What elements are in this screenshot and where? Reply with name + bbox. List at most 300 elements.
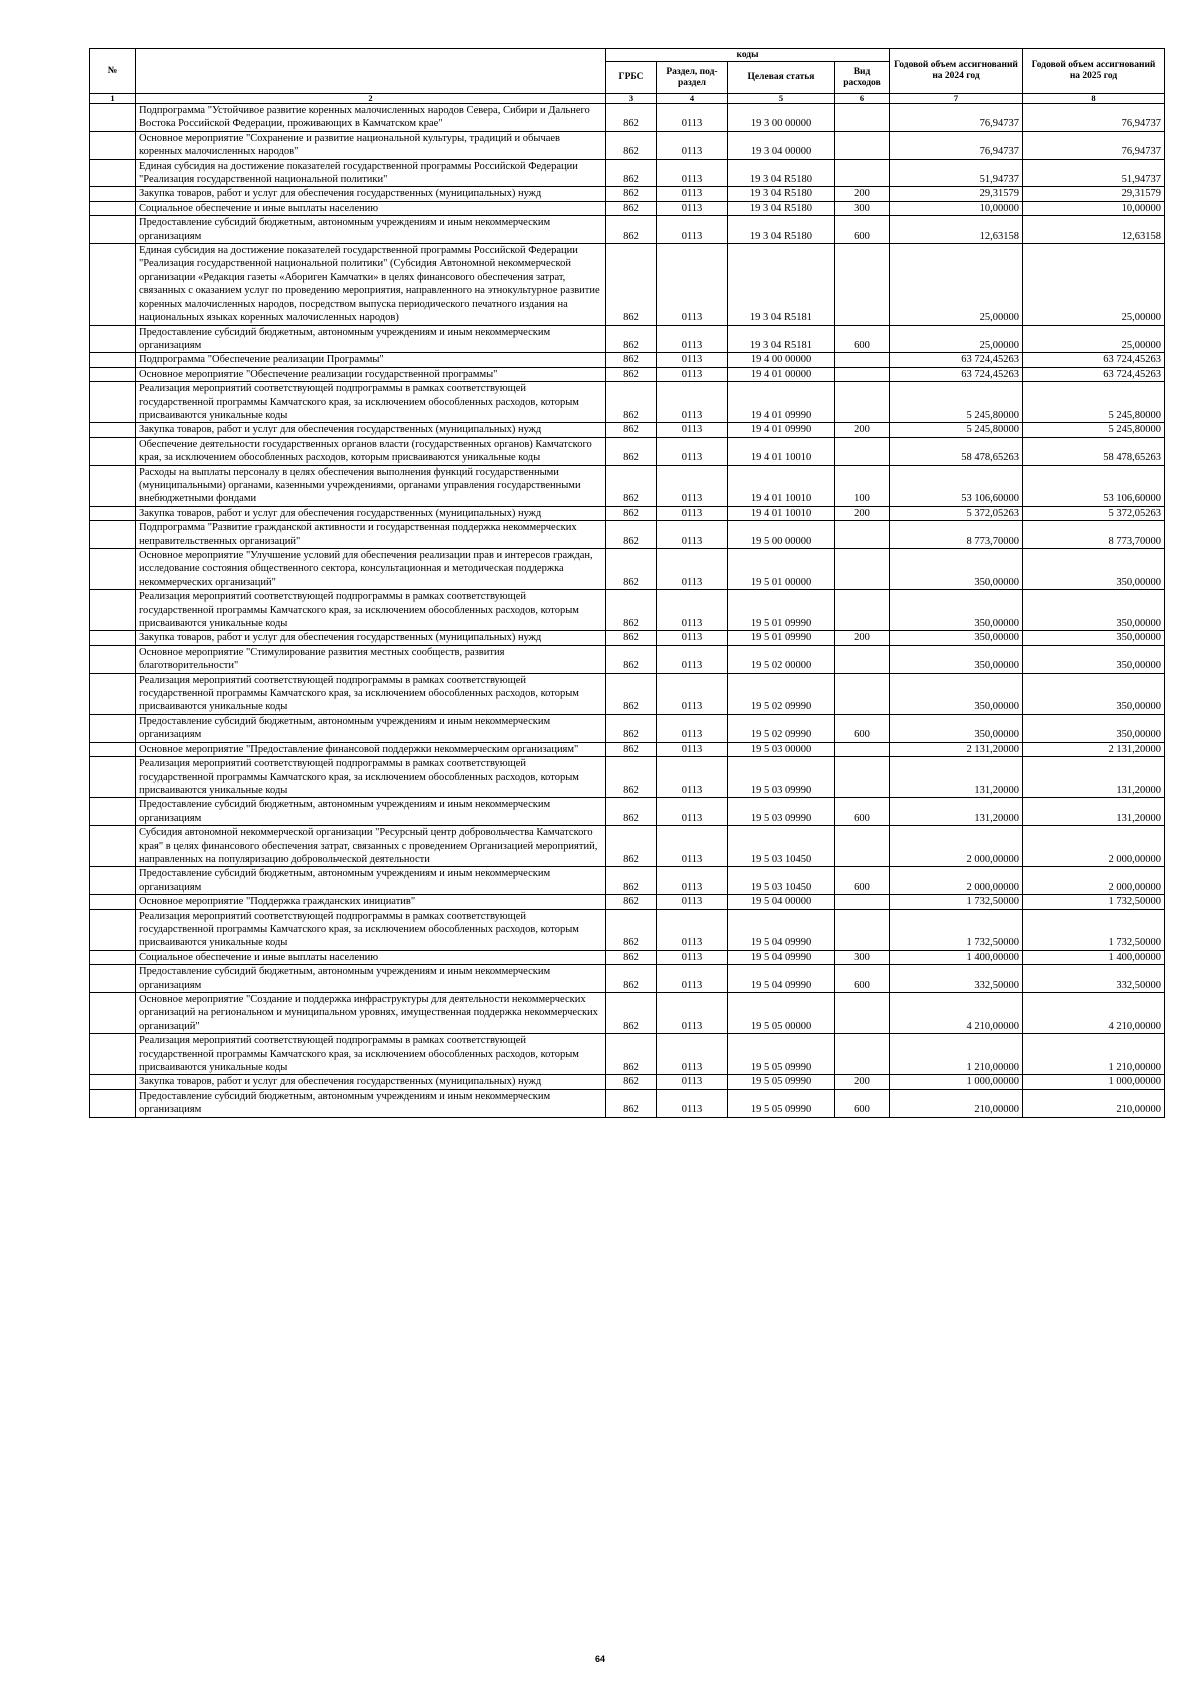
row-name: Основное мероприятие "Стимулирование развития местных сообществ, развития благотворительности" xyxy=(136,645,606,673)
table-row xyxy=(90,549,1165,590)
table-row xyxy=(90,325,1165,353)
row-vid: 300 xyxy=(835,950,890,964)
table-row xyxy=(90,506,1165,520)
row-amount-2024: 10,00000 xyxy=(890,201,1023,215)
row-grbs: 862 xyxy=(606,1075,657,1089)
row-target: 19 5 05 09990 xyxy=(728,1089,835,1117)
row-amount-2025: 1 732,50000 xyxy=(1023,909,1165,950)
row-name: Основное мероприятие "Улучшение условий для обеспечения реализации прав и интересов граждан, исследование состояния общественного сектора, консультационная и методическая поддержка некоммерческих организаций" xyxy=(136,549,606,590)
row-vid: 600 xyxy=(835,798,890,826)
row-vid: 200 xyxy=(835,187,890,201)
row-amount-2025: 350,00000 xyxy=(1023,673,1165,714)
row-number xyxy=(90,201,136,215)
table-row xyxy=(90,867,1165,895)
row-amount-2024: 1 400,00000 xyxy=(890,950,1023,964)
row-section: 0113 xyxy=(657,506,728,520)
row-target: 19 4 00 00000 xyxy=(728,353,835,367)
row-amount-2024: 53 106,60000 xyxy=(890,465,1023,506)
row-number xyxy=(90,965,136,993)
table-row xyxy=(90,367,1165,381)
row-number xyxy=(90,131,136,159)
row-section: 0113 xyxy=(657,590,728,631)
row-section: 0113 xyxy=(657,159,728,187)
row-amount-2025: 4 210,00000 xyxy=(1023,993,1165,1034)
column-index: 3 xyxy=(606,94,657,104)
row-amount-2024: 332,50000 xyxy=(890,965,1023,993)
table-row xyxy=(90,423,1165,437)
row-target: 19 5 04 09990 xyxy=(728,965,835,993)
table-row xyxy=(90,895,1165,909)
row-section: 0113 xyxy=(657,826,728,867)
row-grbs: 862 xyxy=(606,673,657,714)
row-vid xyxy=(835,1034,890,1075)
row-number xyxy=(90,367,136,381)
row-section: 0113 xyxy=(657,382,728,423)
row-amount-2025: 63 724,45263 xyxy=(1023,353,1165,367)
row-section: 0113 xyxy=(657,909,728,950)
row-amount-2025: 350,00000 xyxy=(1023,549,1165,590)
row-section: 0113 xyxy=(657,437,728,465)
row-target: 19 5 03 00000 xyxy=(728,742,835,756)
row-target: 19 4 01 10010 xyxy=(728,437,835,465)
table-row xyxy=(90,631,1165,645)
row-amount-2025: 29,31579 xyxy=(1023,187,1165,201)
row-number xyxy=(90,742,136,756)
table-row xyxy=(90,104,1165,132)
row-amount-2025: 350,00000 xyxy=(1023,714,1165,742)
table-row xyxy=(90,742,1165,756)
row-target: 19 3 00 00000 xyxy=(728,104,835,132)
row-vid: 200 xyxy=(835,506,890,520)
table-row xyxy=(90,159,1165,187)
row-grbs: 862 xyxy=(606,437,657,465)
row-amount-2024: 25,00000 xyxy=(890,325,1023,353)
row-target: 19 3 04 R5180 xyxy=(728,201,835,215)
row-target: 19 5 01 09990 xyxy=(728,590,835,631)
row-amount-2024: 350,00000 xyxy=(890,549,1023,590)
row-name: Закупка товаров, работ и услуг для обеспечения государственных (муниципальных) нужд xyxy=(136,1075,606,1089)
row-target: 19 5 01 09990 xyxy=(728,631,835,645)
row-number xyxy=(90,159,136,187)
row-vid xyxy=(835,590,890,631)
row-vid xyxy=(835,742,890,756)
header-2025: Годовой объем ассигнований на 2025 год xyxy=(1023,49,1165,94)
row-grbs: 862 xyxy=(606,367,657,381)
row-section: 0113 xyxy=(657,367,728,381)
row-target: 19 4 01 00000 xyxy=(728,367,835,381)
row-section: 0113 xyxy=(657,325,728,353)
row-number xyxy=(90,714,136,742)
table-body xyxy=(90,104,1165,1118)
row-section: 0113 xyxy=(657,423,728,437)
row-section: 0113 xyxy=(657,631,728,645)
row-section: 0113 xyxy=(657,1075,728,1089)
column-index: 8 xyxy=(1023,94,1165,104)
row-section: 0113 xyxy=(657,757,728,798)
table-row xyxy=(90,201,1165,215)
row-vid xyxy=(835,244,890,325)
table-row xyxy=(90,909,1165,950)
row-target: 19 5 03 09990 xyxy=(728,798,835,826)
row-amount-2025: 350,00000 xyxy=(1023,645,1165,673)
table-row xyxy=(90,645,1165,673)
row-amount-2024: 25,00000 xyxy=(890,244,1023,325)
row-amount-2024: 2 000,00000 xyxy=(890,826,1023,867)
header-vid: Вид расходов xyxy=(835,62,890,94)
row-grbs: 862 xyxy=(606,867,657,895)
row-number xyxy=(90,521,136,549)
row-name: Предоставление субсидий бюджетным, автономным учреждениям и иным некоммерческим организациям xyxy=(136,798,606,826)
row-amount-2024: 63 724,45263 xyxy=(890,367,1023,381)
row-amount-2025: 2 131,20000 xyxy=(1023,742,1165,756)
row-amount-2024: 131,20000 xyxy=(890,757,1023,798)
header-2024: Годовой объем ассигнований на 2024 год xyxy=(890,49,1023,94)
row-target: 19 5 02 09990 xyxy=(728,714,835,742)
row-section: 0113 xyxy=(657,950,728,964)
table-row xyxy=(90,757,1165,798)
row-grbs: 862 xyxy=(606,521,657,549)
row-number xyxy=(90,867,136,895)
column-index: 2 xyxy=(136,94,606,104)
table-row xyxy=(90,216,1165,244)
row-amount-2025: 131,20000 xyxy=(1023,798,1165,826)
row-grbs: 862 xyxy=(606,757,657,798)
row-target: 19 3 04 R5181 xyxy=(728,244,835,325)
row-section: 0113 xyxy=(657,673,728,714)
row-amount-2024: 2 131,20000 xyxy=(890,742,1023,756)
row-amount-2024: 1 000,00000 xyxy=(890,1075,1023,1089)
row-vid: 100 xyxy=(835,465,890,506)
row-target: 19 5 03 10450 xyxy=(728,867,835,895)
table-row xyxy=(90,187,1165,201)
row-section: 0113 xyxy=(657,1089,728,1117)
column-index: 7 xyxy=(890,94,1023,104)
table-row xyxy=(90,1089,1165,1117)
row-vid xyxy=(835,645,890,673)
budget-table xyxy=(89,48,1165,1118)
row-target: 19 4 01 10010 xyxy=(728,465,835,506)
row-section: 0113 xyxy=(657,798,728,826)
row-amount-2024: 350,00000 xyxy=(890,645,1023,673)
row-grbs: 862 xyxy=(606,645,657,673)
row-name: Предоставление субсидий бюджетным, автономным учреждениям и иным некоммерческим организациям xyxy=(136,1089,606,1117)
row-amount-2025: 210,00000 xyxy=(1023,1089,1165,1117)
row-name: Предоставление субсидий бюджетным, автономным учреждениям и иным некоммерческим организациям xyxy=(136,965,606,993)
table-row xyxy=(90,798,1165,826)
row-amount-2025: 332,50000 xyxy=(1023,965,1165,993)
row-amount-2024: 8 773,70000 xyxy=(890,521,1023,549)
row-grbs: 862 xyxy=(606,714,657,742)
row-grbs: 862 xyxy=(606,353,657,367)
row-vid xyxy=(835,909,890,950)
header-section: Раздел, под-раздел xyxy=(657,62,728,94)
row-amount-2025: 51,94737 xyxy=(1023,159,1165,187)
row-name: Предоставление субсидий бюджетным, автономным учреждениям и иным некоммерческим организациям xyxy=(136,714,606,742)
row-vid: 600 xyxy=(835,216,890,244)
row-amount-2024: 76,94737 xyxy=(890,104,1023,132)
row-section: 0113 xyxy=(657,187,728,201)
row-name: Закупка товаров, работ и услуг для обеспечения государственных (муниципальных) нужд xyxy=(136,423,606,437)
row-amount-2025: 25,00000 xyxy=(1023,244,1165,325)
row-vid xyxy=(835,353,890,367)
row-name: Единая субсидия на достижение показателей государственной программы Российской Федерации "Реализация государственной национальной политики" (Субсидия Автономной некоммерческой организации «Редакция газеты «Абориген Камчатки» в целях финансового обеспечения затрат, связанных с оказанием услуг по проведению мероприятия, направленного на этнокультурное развитие коренных малочисленных народов, посредством выпуска периодического печатного издания на национальных языках коренных малочисленных народов) xyxy=(136,244,606,325)
row-name: Реализация мероприятий соответствующей подпрограммы в рамках соответствующей государственной программы Камчатского края, за исключением обособленных расходов, которым присваиваются уникальные коды xyxy=(136,1034,606,1075)
row-amount-2024: 210,00000 xyxy=(890,1089,1023,1117)
header-number: № xyxy=(90,49,136,94)
row-number xyxy=(90,506,136,520)
header-target: Целевая статья xyxy=(728,62,835,94)
row-amount-2024: 5 245,80000 xyxy=(890,423,1023,437)
row-vid xyxy=(835,437,890,465)
row-name: Основное мероприятие "Обеспечение реализации государственной программы" xyxy=(136,367,606,381)
row-vid xyxy=(835,826,890,867)
table-row xyxy=(90,1075,1165,1089)
row-vid xyxy=(835,131,890,159)
row-number xyxy=(90,437,136,465)
column-index: 5 xyxy=(728,94,835,104)
row-number xyxy=(90,549,136,590)
row-name: Закупка товаров, работ и услуг для обеспечения государственных (муниципальных) нужд xyxy=(136,506,606,520)
table-row xyxy=(90,1034,1165,1075)
row-amount-2025: 76,94737 xyxy=(1023,104,1165,132)
row-name: Расходы на выплаты персоналу в целях обеспечения выполнения функций государственными (муниципальными) органами, казенными учреждениями, органами управления государственными внебюджетными фондами xyxy=(136,465,606,506)
row-number xyxy=(90,826,136,867)
row-vid: 600 xyxy=(835,714,890,742)
row-vid xyxy=(835,104,890,132)
row-section: 0113 xyxy=(657,131,728,159)
row-name: Закупка товаров, работ и услуг для обеспечения государственных (муниципальных) нужд xyxy=(136,631,606,645)
row-vid xyxy=(835,673,890,714)
row-name: Подпрограмма "Обеспечение реализации Программы" xyxy=(136,353,606,367)
row-section: 0113 xyxy=(657,104,728,132)
row-number xyxy=(90,1075,136,1089)
row-name: Подпрограмма "Устойчивое развитие коренных малочисленных народов Севера, Сибири и Дальнего Востока Российской Федерации, проживающих в Камчатском крае" xyxy=(136,104,606,132)
table-row xyxy=(90,131,1165,159)
row-target: 19 3 04 R5180 xyxy=(728,187,835,201)
table-row xyxy=(90,465,1165,506)
row-grbs: 862 xyxy=(606,631,657,645)
row-number xyxy=(90,216,136,244)
row-target: 19 5 03 09990 xyxy=(728,757,835,798)
row-number xyxy=(90,423,136,437)
row-target: 19 3 04 R5181 xyxy=(728,325,835,353)
row-target: 19 3 04 00000 xyxy=(728,131,835,159)
row-target: 19 5 04 09990 xyxy=(728,950,835,964)
row-target: 19 5 03 10450 xyxy=(728,826,835,867)
row-grbs: 862 xyxy=(606,965,657,993)
row-amount-2025: 12,63158 xyxy=(1023,216,1165,244)
row-amount-2025: 53 106,60000 xyxy=(1023,465,1165,506)
row-name: Реализация мероприятий соответствующей подпрограммы в рамках соответствующей государственной программы Камчатского края, за исключением обособленных расходов, которым присваиваются уникальные коды xyxy=(136,590,606,631)
row-amount-2025: 25,00000 xyxy=(1023,325,1165,353)
row-vid: 200 xyxy=(835,631,890,645)
row-section: 0113 xyxy=(657,1034,728,1075)
table-row xyxy=(90,382,1165,423)
row-amount-2024: 63 724,45263 xyxy=(890,353,1023,367)
row-amount-2025: 10,00000 xyxy=(1023,201,1165,215)
row-amount-2025: 8 773,70000 xyxy=(1023,521,1165,549)
row-name: Основное мероприятие "Предоставление финансовой поддержки некоммерческим организациям" xyxy=(136,742,606,756)
row-section: 0113 xyxy=(657,742,728,756)
row-amount-2025: 5 245,80000 xyxy=(1023,382,1165,423)
row-grbs: 862 xyxy=(606,382,657,423)
row-amount-2025: 2 000,00000 xyxy=(1023,826,1165,867)
row-number xyxy=(90,673,136,714)
row-target: 19 5 02 09990 xyxy=(728,673,835,714)
row-vid: 600 xyxy=(835,965,890,993)
row-name: Реализация мероприятий соответствующей подпрограммы в рамках соответствующей государственной программы Камчатского края, за исключением обособленных расходов, которым присваиваются уникальные коды xyxy=(136,757,606,798)
row-grbs: 862 xyxy=(606,798,657,826)
row-grbs: 862 xyxy=(606,506,657,520)
row-target: 19 4 01 09990 xyxy=(728,382,835,423)
row-name: Реализация мероприятий соответствующей подпрограммы в рамках соответствующей государственной программы Камчатского края, за исключением обособленных расходов, которым присваиваются уникальные коды xyxy=(136,382,606,423)
page-number: 64 xyxy=(594,1654,605,1664)
row-amount-2025: 1 400,00000 xyxy=(1023,950,1165,964)
table-row xyxy=(90,993,1165,1034)
row-name: Предоставление субсидий бюджетным, автономным учреждениям и иным некоммерческим организациям xyxy=(136,325,606,353)
table-row xyxy=(90,826,1165,867)
row-vid: 600 xyxy=(835,325,890,353)
row-grbs: 862 xyxy=(606,1034,657,1075)
row-name: Единая субсидия на достижение показателей государственной программы Российской Федерации "Реализация государственной национальной политики" xyxy=(136,159,606,187)
row-target: 19 5 05 09990 xyxy=(728,1034,835,1075)
row-amount-2024: 350,00000 xyxy=(890,631,1023,645)
row-vid xyxy=(835,757,890,798)
row-target: 19 5 04 09990 xyxy=(728,909,835,950)
row-name: Социальное обеспечение и иные выплаты населению xyxy=(136,201,606,215)
row-number xyxy=(90,325,136,353)
row-amount-2025: 350,00000 xyxy=(1023,590,1165,631)
row-vid xyxy=(835,159,890,187)
row-target: 19 5 02 00000 xyxy=(728,645,835,673)
row-name: Субсидия автономной некоммерческой организации "Ресурсный центр добровольчества Камчатского края" в целях финансового обеспечения затрат, связанных с проведением Организацией мероприятий, направленных на популяризацию добровольческой деятельности xyxy=(136,826,606,867)
row-grbs: 862 xyxy=(606,826,657,867)
row-amount-2025: 2 000,00000 xyxy=(1023,867,1165,895)
row-section: 0113 xyxy=(657,244,728,325)
row-number xyxy=(90,1089,136,1117)
row-grbs: 862 xyxy=(606,950,657,964)
row-amount-2024: 1 732,50000 xyxy=(890,895,1023,909)
row-target: 19 5 01 00000 xyxy=(728,549,835,590)
row-amount-2025: 5 372,05263 xyxy=(1023,506,1165,520)
row-grbs: 862 xyxy=(606,104,657,132)
row-section: 0113 xyxy=(657,645,728,673)
row-vid xyxy=(835,521,890,549)
row-grbs: 862 xyxy=(606,549,657,590)
row-vid: 200 xyxy=(835,1075,890,1089)
row-name: Обеспечение деятельности государственных органов власти (государственных органов) Камчатского края, за исключением обособленных расходов, которым присваиваются уникальные коды xyxy=(136,437,606,465)
row-target: 19 5 00 00000 xyxy=(728,521,835,549)
row-number xyxy=(90,645,136,673)
row-grbs: 862 xyxy=(606,131,657,159)
row-amount-2025: 58 478,65263 xyxy=(1023,437,1165,465)
row-target: 19 5 04 00000 xyxy=(728,895,835,909)
row-target: 19 3 04 R5180 xyxy=(728,159,835,187)
table-row xyxy=(90,590,1165,631)
row-vid xyxy=(835,382,890,423)
row-name: Закупка товаров, работ и услуг для обеспечения государственных (муниципальных) нужд xyxy=(136,187,606,201)
row-number xyxy=(90,1034,136,1075)
row-vid xyxy=(835,993,890,1034)
row-section: 0113 xyxy=(657,965,728,993)
row-grbs: 862 xyxy=(606,187,657,201)
row-amount-2024: 29,31579 xyxy=(890,187,1023,201)
row-amount-2025: 1 000,00000 xyxy=(1023,1075,1165,1089)
row-vid: 600 xyxy=(835,1089,890,1117)
row-number xyxy=(90,798,136,826)
header-grbs: ГРБС xyxy=(606,62,657,94)
row-target: 19 4 01 10010 xyxy=(728,506,835,520)
row-number xyxy=(90,465,136,506)
row-grbs: 862 xyxy=(606,590,657,631)
row-name: Реализация мероприятий соответствующей подпрограммы в рамках соответствующей государственной программы Камчатского края, за исключением обособленных расходов, которым присваиваются уникальные коды xyxy=(136,673,606,714)
row-grbs: 862 xyxy=(606,909,657,950)
row-amount-2025: 350,00000 xyxy=(1023,631,1165,645)
column-index-row xyxy=(90,94,1165,104)
table-row xyxy=(90,244,1165,325)
row-section: 0113 xyxy=(657,465,728,506)
row-number xyxy=(90,895,136,909)
row-amount-2024: 5 372,05263 xyxy=(890,506,1023,520)
row-section: 0113 xyxy=(657,353,728,367)
header-name xyxy=(136,49,606,94)
row-grbs: 862 xyxy=(606,216,657,244)
row-amount-2025: 1 210,00000 xyxy=(1023,1034,1165,1075)
row-number xyxy=(90,353,136,367)
row-amount-2025: 131,20000 xyxy=(1023,757,1165,798)
row-number xyxy=(90,993,136,1034)
row-section: 0113 xyxy=(657,521,728,549)
row-amount-2024: 350,00000 xyxy=(890,590,1023,631)
row-vid xyxy=(835,895,890,909)
row-grbs: 862 xyxy=(606,423,657,437)
row-amount-2025: 5 245,80000 xyxy=(1023,423,1165,437)
row-number xyxy=(90,244,136,325)
row-target: 19 4 01 09990 xyxy=(728,423,835,437)
row-grbs: 862 xyxy=(606,1089,657,1117)
row-amount-2024: 2 000,00000 xyxy=(890,867,1023,895)
row-name: Основное мероприятие "Сохранение и развитие национальной культуры, традиций и обычаев коренных малочисленных народов" xyxy=(136,131,606,159)
table-row xyxy=(90,673,1165,714)
row-vid xyxy=(835,549,890,590)
row-vid: 600 xyxy=(835,867,890,895)
row-name: Предоставление субсидий бюджетным, автономным учреждениям и иным некоммерческим организациям xyxy=(136,867,606,895)
row-section: 0113 xyxy=(657,201,728,215)
row-number xyxy=(90,382,136,423)
row-grbs: 862 xyxy=(606,465,657,506)
row-section: 0113 xyxy=(657,549,728,590)
row-target: 19 3 04 R5180 xyxy=(728,216,835,244)
row-name: Реализация мероприятий соответствующей подпрограммы в рамках соответствующей государственной программы Камчатского края, за исключением обособленных расходов, которым присваиваются уникальные коды xyxy=(136,909,606,950)
row-grbs: 862 xyxy=(606,159,657,187)
column-index: 6 xyxy=(835,94,890,104)
table-row xyxy=(90,965,1165,993)
row-amount-2024: 1 732,50000 xyxy=(890,909,1023,950)
row-amount-2024: 58 478,65263 xyxy=(890,437,1023,465)
row-name: Основное мероприятие "Поддержка гражданских инициатив" xyxy=(136,895,606,909)
row-amount-2024: 131,20000 xyxy=(890,798,1023,826)
table-row xyxy=(90,353,1165,367)
row-section: 0113 xyxy=(657,895,728,909)
row-grbs: 862 xyxy=(606,244,657,325)
row-name: Социальное обеспечение и иные выплаты населению xyxy=(136,950,606,964)
table-row xyxy=(90,437,1165,465)
row-amount-2024: 76,94737 xyxy=(890,131,1023,159)
column-index: 4 xyxy=(657,94,728,104)
header-codes: коды xyxy=(606,49,890,62)
row-grbs: 862 xyxy=(606,325,657,353)
row-name: Подпрограмма "Развитие гражданской активности и государственная поддержка некоммерческих неправительственных организаций" xyxy=(136,521,606,549)
